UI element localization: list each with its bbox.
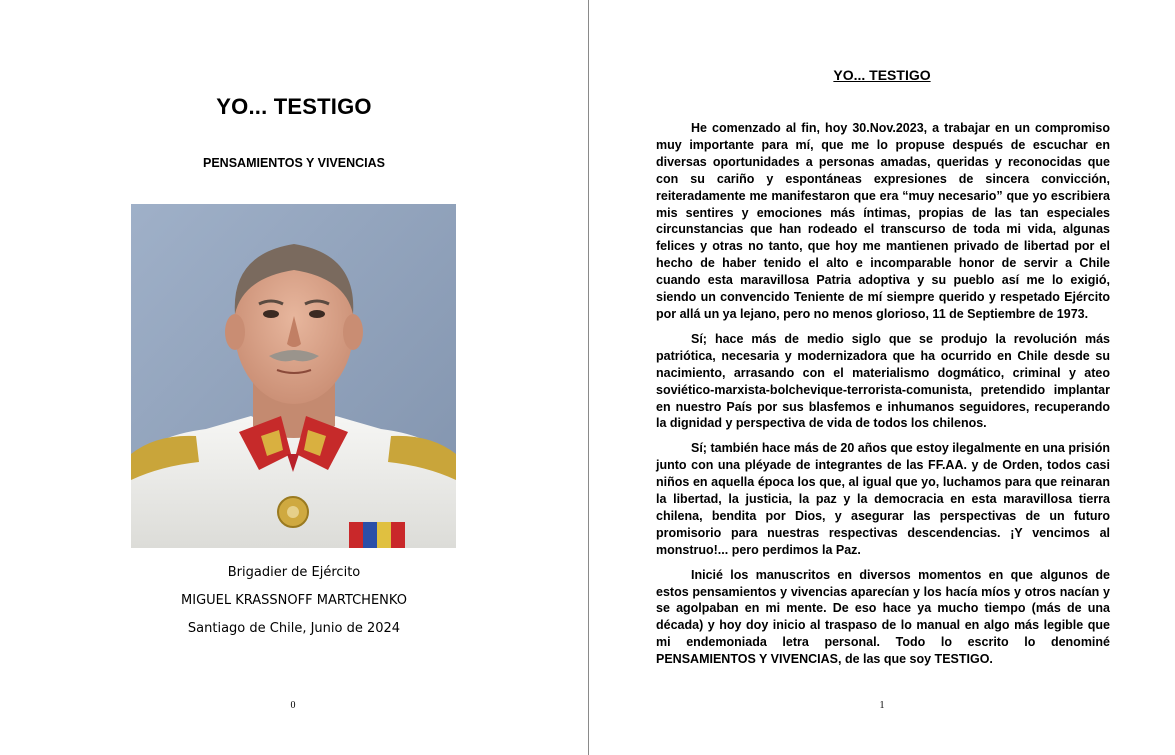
place-date: Santiago de Chile, Junio de 2024 [187, 621, 401, 636]
paragraph: Inicié los manuscritos en diversos momentos en que algunos de estos pensamientos y vivencias aparecían y los hacía míos y otros nacían y se agolpaban en mi mente. De eso hace ya mucho tiempo (más de una década) y hoy doy inicio al traspaso de lo manual en algo más legible que mi endemoniada letra personal. Todo lo escrito lo denominé PENSAMIENTOS Y VIVENCIAS, de las que soy TESTIGO. [656, 567, 1110, 667]
author-portrait [131, 204, 456, 548]
paragraph: Sí; hace más de medio siglo que se produjo la revolución más patriótica, necesaria y modernizadora que ha ocurrido en Chile desde su nacimiento, arrasando con el materialismo dogmático, criminal y ateo soviético-marxista-bolchevique-terrorista-comunista, pretendido implantar en nuestro País por sus blasfemos e inhumanos seguidores, recuperando la dignidad y perspectiva de vida de todos los chilenos. [656, 331, 1110, 431]
author-name: MIGUEL KRASSNOFF MARTCHENKO [181, 593, 407, 608]
book-title: YO... TESTIGO [216, 94, 372, 119]
page-number: 1 [879, 700, 885, 711]
author-rank: Brigadier de Ejército [227, 565, 361, 580]
chapter-title: YO... TESTIGO [833, 67, 931, 83]
paragraph: He comenzado al fin, hoy 30.Nov.2023, a trabajar en un compromiso muy importante para mí, que me lo propuse después de escuchar en diversas oportunidades a personas amadas, queridas y reconocidas que con su cariño y espontáneas expresiones de sincera convicción, reiteradamente me manifestaron que era “muy necesario” que yo escribiera mis sentires y emociones más íntimas, propias de las tan especiales circunstancias que han rodeado el transcurso de toda mi vida, algunas felices y otras no tanto, que hoy me mantienen privado de libertad por el hecho de haber tenido el alto e incomparable honor de servir a Chile cuando esta maravillosa Patria adoptiva y su pueblo así me lo exigió, siendo un convencido Teniente de mí siempre querido y respetado Ejército por allá un ya lejano, pero no menos glorioso, 11 de Septiembre de 1973. [656, 121, 1110, 321]
book-subtitle: PENSAMIENTOS Y VIVENCIAS [203, 156, 385, 170]
portrait-image [131, 204, 456, 548]
body-text [656, 120, 1110, 676]
right-page [589, 0, 1175, 755]
page-number: 0 [290, 700, 296, 711]
paragraph: Sí; también hace más de 20 años que estoy ilegalmente en una prisión junto con una pléyade de integrantes de las FF.AA. y de Orden, todos casi niños en aquella época los que, al igual que yo, luchamos para que reinaran la libertad, la justicia, la paz y la democracia en esta maravillosa tierra chilena, bendita por Dios, y asegurar las perspectivas de un futuro promisorio para nuestras respectivas descendencias. ¡Y vencimos al monstruo!... pero perdimos la Paz. [656, 441, 1110, 557]
